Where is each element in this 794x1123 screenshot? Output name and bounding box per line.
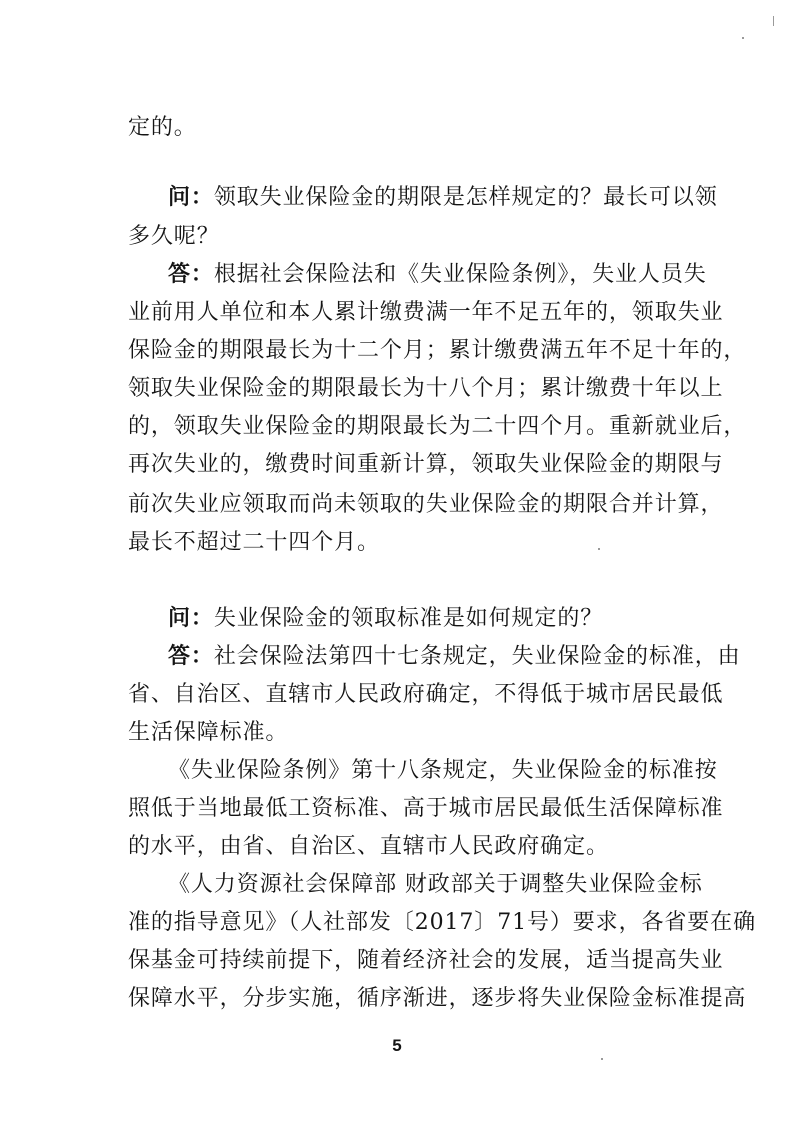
scan-speck — [742, 37, 744, 39]
answer-label: 答： — [168, 644, 214, 669]
line-text: 保障水平，分步实施，循序渐进，逐步将失业保险金标准提高 — [128, 986, 747, 1011]
line-text: 《失业保险条例》第十八条规定，失业保险金的标准按 — [168, 758, 718, 783]
text-line — [128, 680, 724, 710]
line-text: 照低于当地最低工资标准、高于城市居民最低生活保障标准 — [128, 796, 724, 821]
line-text: 保险金的期限最长为十二个月；累计缴费满五年不足十年的， — [128, 338, 747, 363]
text-line — [128, 490, 724, 520]
answer-line — [168, 642, 741, 672]
text-line — [128, 832, 688, 862]
scan-speck — [601, 1058, 603, 1060]
line-text: 保基金可持续前提下，随着经济社会的发展，适当提高失业 — [128, 948, 724, 973]
line-text: 再次失业的，缴费时间重新计算，领取失业保险金的期限与 — [128, 452, 724, 477]
text-line — [128, 374, 724, 404]
question-label: 问： — [168, 185, 214, 210]
line-text: 多久呢？ — [128, 224, 220, 249]
line-text: 领取失业保险金的期限最长为十八个月；累计缴费十年以上 — [128, 376, 724, 401]
line-text: 业前用人单位和本人累计缴费满一年不足五年的，领取失业 — [128, 300, 724, 325]
line-text: 前次失业应领取而尚未领取的失业保险金的期限合并计算， — [128, 492, 724, 517]
line-text: 准的指导意见》（人社部发〔2017〕71号）要求，各省要在确 — [128, 910, 756, 935]
line-text: 根据社会保险法和《失业保险条例》，失业人员失 — [213, 262, 707, 287]
text-line — [128, 336, 747, 366]
line-text: 社会保险法第四十七条规定，失业保险金的标准，由 — [213, 644, 741, 669]
text-line — [128, 794, 724, 824]
line-text: 的，领取失业保险金的期限最长为二十四个月。重新就业后， — [128, 414, 747, 439]
line-text: 的水平，由省、自治区、直辖市人民政府确定。 — [128, 834, 609, 859]
question-line — [168, 183, 718, 213]
scan-speck — [598, 548, 600, 550]
line-text: 定的。 — [128, 115, 197, 140]
answer-label: 答： — [168, 262, 214, 287]
text-line — [128, 222, 688, 252]
line-text: 生活保障标准。 — [128, 720, 289, 745]
page-number: 5 — [392, 1036, 402, 1055]
text-line — [128, 450, 724, 480]
text-line — [128, 298, 724, 328]
answer-line — [168, 260, 707, 290]
line-text: 最长不超过二十四个月。 — [128, 530, 380, 555]
question-label: 问： — [168, 606, 214, 631]
text-line — [168, 756, 718, 786]
text-line — [128, 984, 747, 1014]
text-line — [128, 946, 724, 976]
text-line — [128, 718, 688, 748]
line-text: 失业保险金的领取标准是如何规定的？ — [213, 606, 604, 631]
question-line — [168, 604, 688, 634]
line-text: 省、自治区、直辖市人民政府确定，不得低于城市居民最低 — [128, 682, 724, 707]
text-line — [168, 870, 703, 900]
text-line — [128, 908, 756, 938]
text-line — [128, 113, 688, 143]
scan-mark — [773, 16, 774, 26]
line-text: 《人力资源社会保障部 财政部关于调整失业保险金标 — [168, 872, 703, 897]
line-text: 领取失业保险金的期限是怎样规定的？最长可以领 — [213, 185, 718, 210]
text-line — [128, 412, 747, 442]
text-line — [128, 528, 688, 558]
